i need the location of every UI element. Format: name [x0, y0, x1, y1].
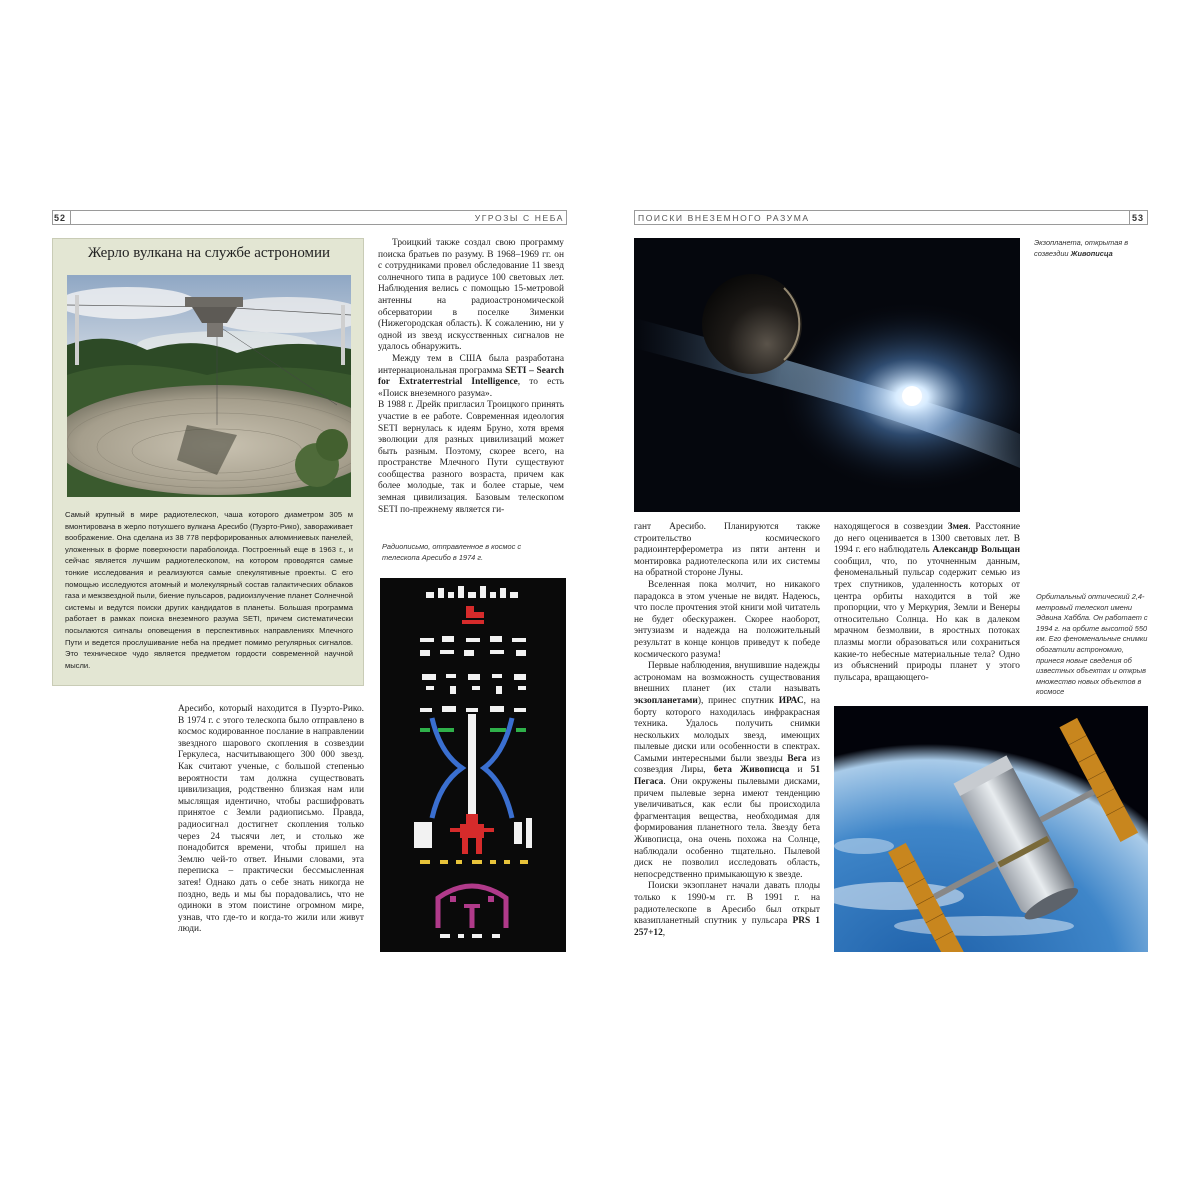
right-header-rule-bottom — [634, 224, 1148, 225]
paragraph — [634, 661, 820, 881]
right-col1-text — [634, 522, 820, 939]
paragraph: Аресибо, который находится в Пуэрто-Рико. В 1974 г. с этого телескопа было отправлено в космос кодированное послание в направлении звездного шарового скопления в созвездии Геркулеса, насчитывающего 300 000 звезд. Как считают ученые, с большой степенью вероятности там должна существовать цивилизация, родственно близкая нам или мыслящая идентично, чтобы расшифровать принятое с Земли радиописьмо. Правда, радиосигнал достигнет скопления только через 24 тысячи лет, и столько же понадобится времени, чтобы пришел на Землю чей-то ответ. Иными словами, эта переписка – практически бессмысленная затея! Однако дать о себе знать никогда не поздно, ведь и мы бы порадовались, что не одиноки в этом поистине огромном мире, узнав, что где-то и когда-то жили или живут люди. — [178, 704, 364, 935]
paragraph — [378, 354, 564, 400]
right-header-rule — [634, 210, 1148, 211]
arecibo-message-caption: Радиописьмо, отправленное в космос с телескопа Аресибо в 1974 г. — [382, 542, 522, 562]
arecibo-message-image — [380, 578, 566, 952]
text-span: Между тем в США была разработана интернациональная программа — [378, 353, 564, 376]
left-header-left-edge — [52, 211, 53, 224]
text-span: и — [789, 765, 811, 776]
right-header-divider — [1129, 211, 1130, 224]
left-col2-text — [378, 238, 564, 516]
sidebar-text: Самый крупный в мире радиотелескоп, чаша которого диаметром 305 м вмонтирована в жерло потухшего вулкана Аресибо (Пуэрто-Рико), завораживает воображение. Она сделана из 38 778 перфорированных алюминиевых панелей, уложенных в форме поверхности параболоида. Построенный еще в 1963 г., и сейчас является лучшим радиотелескопом, на котором проводятся самые тонкие исследования и реализуются самые спекулятивные проекты. С его помощью исследуются атомный и молекулярный состав галактических облаков газа и межзвездной пыли, биение пульсаров, радиоизлучение планет Солнечной системы и ведутся поиски других кандидатов в планеты. Большая программа работает в рамках поиска внеземного разума SETI, причем систематически посылаются сигналы оповещения в перспективных направлениях Млечного Пути и ведется прослушивание неба на предмет помимо регулярных сигналов. Это техническое чудо является предметом гордости современной научной мысли. — [65, 510, 353, 670]
hubble-caption: Орбитальный оптический 2,4-метровый телескоп имени Эдвина Хаббла. Он работает с 1994 г. на орбите высотой 550 км. Его феноменальные снимки обогатили астрономию, принеся новые сведения об известных объектах и открыв множество новых объектов в космосе — [1036, 592, 1148, 697]
text-span: . Расстояние до него оценивается в 1300 световых лет. В 1994 г. его наблюдатель — [834, 522, 1021, 556]
bold-term: бета Живописца — [713, 765, 790, 776]
exoplanet-caption — [1034, 238, 1146, 259]
text-span: , то есть «Поиск внеземного разума». — [378, 377, 565, 399]
text-span: сообщил, что, по уточненным данным, феноменальный пульсар содержит семью из трех спутников, удаленность которых от центра орбиты находится в той же пропорции, что у Меркурия, Земли и Венеры относительно Солнца. Но как в далеком мрачном безмолвии, в яростных потоках плазмы могли образоваться или сохраниться какие-то небесные материальные тела? Одно из объяснений природы планет у этого пульсара, вращающего- — [834, 556, 1020, 683]
left-header-rule — [52, 210, 567, 211]
caption-text: Экзопланета, открытая в созвездии — [1034, 238, 1129, 258]
sidebar-box — [52, 238, 364, 686]
left-running-header: УГРОЗЫ С НЕБА — [474, 213, 564, 223]
left-col1-text — [178, 704, 364, 936]
arecibo-telescope-photo — [67, 275, 351, 497]
left-header-divider — [70, 211, 71, 224]
bold-term: Александр Вольщан — [932, 545, 1020, 556]
bold-term: Змея — [947, 522, 969, 532]
paragraph: гант Аресибо. Планируются также строительство космического радиоинтерферометра из пяти антенн и монтировка радиотелескопа или их системы на обратной стороне Луны. — [634, 522, 820, 579]
text-span: из созвездия Лиры, — [634, 753, 820, 776]
right-col2-text — [834, 522, 1020, 684]
bold-term: ИРАС — [778, 695, 804, 706]
text-span: Поиски экзопланет начали давать плоды только к 1990-м гг. В 1991 г. на радиотелескопе в Аресибо был открыт квазипланетный спутник у пульсара — [634, 881, 820, 927]
caption-bold: Живописца — [1070, 248, 1113, 258]
text-span: , на борту которого находилась инфракрасная техника. Удалось получить снимки нескольких молодых звезд, имеющих пылевые диски или особенности в спектрах. Самыми интересными были звезды — [634, 695, 821, 764]
text-span: находящегося в созвездии — [834, 522, 948, 532]
bold-term: PRS 1 257+12 — [634, 916, 820, 938]
bold-term: 51 Пегаса — [634, 765, 820, 788]
left-page-number: 52 — [54, 213, 67, 223]
left-header-rule-bottom — [52, 224, 567, 225]
text-span: , — [662, 927, 666, 938]
paragraph — [634, 881, 820, 939]
paragraph: Троицкий также создал свою программу поиска братьев по разуму. В 1968–1969 гг. он с сотрудниками провел обследование 11 звезд солнечного типа в радиусе 100 световых лет. Наблюдения велись с помощью 15-метровой антенны на радиоастрономической обсерватории в поселке Зименки (Нижегородская область). К сожалению, ни у одной из звезд искусственных сигналов не удалось обнаружить. — [378, 238, 564, 353]
hubble-telescope-image — [834, 706, 1148, 952]
right-header-right-edge — [1147, 211, 1148, 224]
right-page-number: 53 — [1132, 213, 1145, 223]
bold-term: экзопланетами — [634, 695, 698, 706]
bold-term: SETI – Search for Extraterrestrial Intelligence — [378, 365, 564, 388]
bold-term: Вега — [787, 753, 807, 764]
right-running-header: ПОИСКИ ВНЕЗЕМНОГО РАЗУМА — [638, 213, 810, 223]
paragraph — [834, 522, 1020, 684]
text-span: ), принес спутник — [697, 695, 779, 706]
text-span: Первые наблюдения, внушившие надежды астрономам на возможность существования внешних планет (их стали называть — [634, 661, 820, 695]
left-header-right-edge — [566, 211, 567, 224]
right-header-left-edge — [634, 211, 635, 224]
paragraph: Вселенная пока молчит, но никакого парадокса в этом ученые не видят. Надеюсь, что после прочтения этой книги мой читатель не будет обескуражен. Скорее наоборот, энтузиазм и надежда на положительный результат в конце концов приведут к победе космического разума! — [634, 579, 820, 660]
text-span: . Они окружены пылевыми дисками, причем пылевые зерна имеют тенденцию увеличиваться, как если бы происходила фрагментация вещества, необходимая для формирования планетного тела. Звезду бета Живописца, она очень похожа на Солнце, наблюдали особенно тщательно. Пылевой диск не позволил исследовать область, непосредственно примыкающую к звезде. — [634, 777, 820, 880]
exoplanet-image — [634, 238, 1020, 512]
sidebar-title: Жерло вулкана на службе астрономии — [87, 245, 331, 261]
paragraph: В 1988 г. Дрейк пригласил Троицкого принять участие в ее работе. Современная идеология SETI вернулась к идеям Бруно, хотя время эволюции для разных цивилизаций может быть разным. Поэтому, скорее всего, на пространстве Млечного Пути существуют сообщества разного возраста, причем как более молодые, так и более старые, чем земная цивилизация. Базовым телескопом SETI по-прежнему является ги- — [378, 400, 564, 515]
